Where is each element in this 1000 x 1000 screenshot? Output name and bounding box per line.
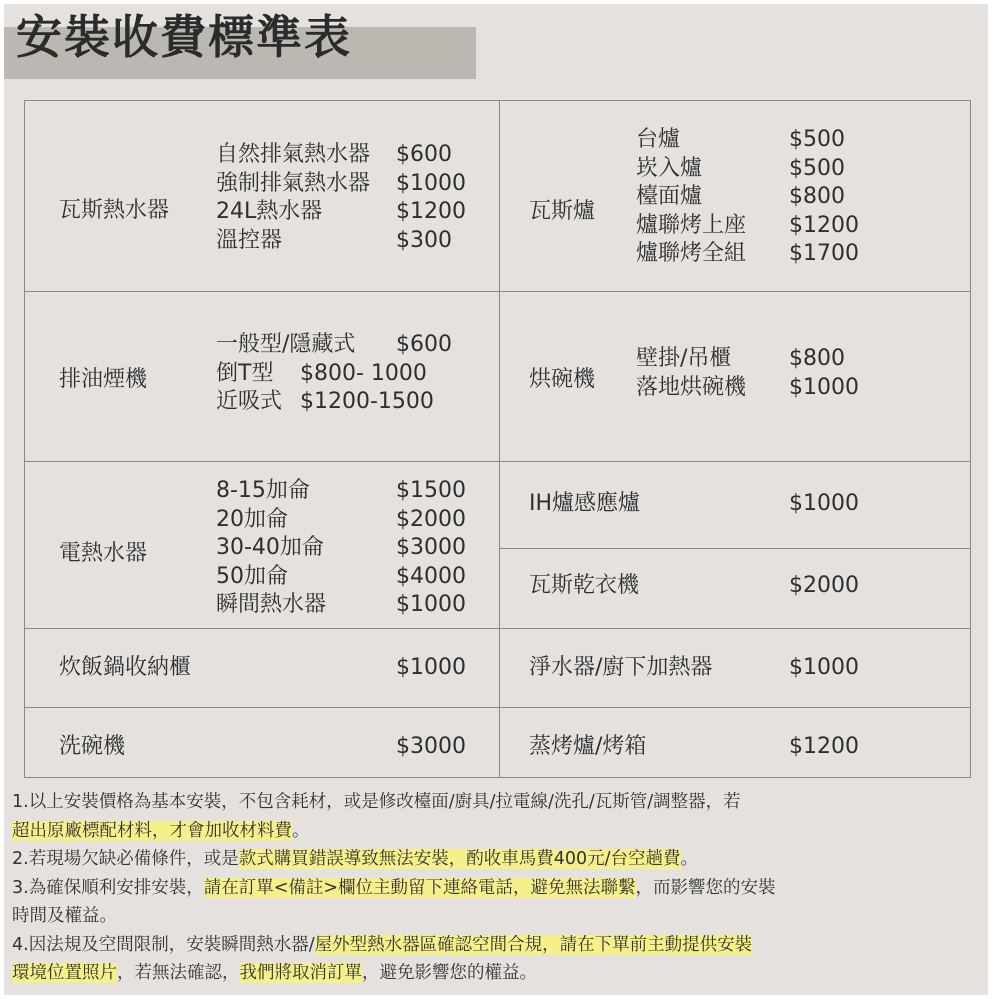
category-dishwasher: 洗碗機 [59, 734, 126, 759]
item-name: 自然排氣熱水器 [216, 142, 371, 167]
note-1-cont [12, 817, 992, 846]
gas-dryer-price: $2000 [789, 573, 859, 598]
note-highlight: 請在訂單<備註>欄位主動留下連絡電話，避免無法聯繫 [203, 877, 636, 898]
table-divider [24, 628, 971, 629]
item-name: 落地烘碗機 [636, 374, 747, 400]
table-divider [499, 548, 971, 549]
item-price: $2000 [396, 506, 466, 532]
item-name: 溫控器 [216, 227, 283, 253]
notes-section [12, 788, 992, 988]
table-divider [24, 461, 971, 462]
note-text: 1.以上安裝價格為基本安裝，不包含耗材，或是修改檯面/廚具/拉電線/洗孔/瓦斯管/調整器，若 [12, 792, 741, 812]
item-price: $1500 [396, 478, 466, 503]
item-name: 8-15加侖 [216, 478, 310, 503]
gas-stove-prices [789, 126, 859, 269]
item-price: $500 [789, 127, 845, 152]
note-highlight: 款式購買錯誤導致無法安裝，酌收車馬費400元/台空趟費 [238, 849, 681, 869]
item-name: 瞬間熱水器 [216, 592, 327, 617]
steam-oven-price: $1200 [789, 734, 859, 759]
item-name: 崁入爐 [636, 155, 703, 181]
category-electric-water-heater: 電熱水器 [59, 541, 148, 566]
category-ih-stove: IH爐感應爐 [529, 491, 641, 516]
range-hood-price-0 [396, 331, 452, 360]
category-rice-cabinet: 炊飯鍋收納櫃 [59, 655, 192, 680]
item-name: 50加侖 [216, 563, 288, 589]
dishwasher-price: $3000 [396, 734, 466, 759]
item-price: $600 [396, 332, 452, 357]
electric-water-heater-names [216, 477, 326, 620]
note-1 [12, 788, 992, 817]
item-name: 一般型/隱藏式 [216, 332, 356, 357]
item-price: $300 [396, 227, 452, 253]
note-3 [12, 874, 992, 903]
note-3-cont [12, 902, 992, 931]
note-text: 4.因法規及空間限制，安裝瞬間熱水器/ [12, 934, 315, 955]
table-divider-vertical [499, 100, 500, 778]
category-gas-water-heater: 瓦斯熱水器 [59, 198, 170, 223]
item-price: $500 [789, 155, 845, 181]
gas-stove-names [636, 126, 746, 269]
ih-stove-price: $1000 [789, 491, 859, 516]
note-text: ，而影響您的安裝 [635, 877, 776, 898]
note-text: 時間及權益。 [12, 906, 117, 926]
item-price: $1200 [396, 199, 466, 224]
item-price: $800 [789, 184, 845, 209]
note-2 [12, 845, 992, 874]
item-price: $1000 [396, 170, 466, 196]
water-purifier-price: $1000 [789, 655, 859, 680]
note-highlight: 我們將取消訂單 [239, 963, 362, 983]
rice-cabinet-price: $1000 [396, 655, 466, 680]
note-4-cont [12, 959, 992, 988]
item-price: $1000 [789, 374, 859, 400]
item-price: $1000 [396, 592, 466, 617]
category-water-purifier: 淨水器/廚下加熱器 [529, 655, 713, 680]
note-text: 3.為確保順利安排安裝， [12, 877, 204, 898]
note-highlight: 超出原廠標配材料，才會加收材料費 [12, 820, 292, 841]
category-steam-oven: 蒸烤爐/烤箱 [529, 734, 647, 759]
item-price: $1200 [789, 212, 859, 238]
item-name: 壁掛/吊櫃 [636, 346, 732, 371]
item-name: 爐聯烤上座 [636, 212, 747, 238]
item-name: 30-40加侖 [216, 535, 324, 560]
item-price: $1700 [789, 241, 859, 266]
electric-water-heater-prices [396, 477, 466, 620]
dish-dryer-prices [789, 345, 859, 402]
note-highlight: 屋外型熱水器區確認空間合規，請在下單前主動提供安裝 [314, 934, 753, 955]
category-range-hood: 排油煙機 [59, 367, 148, 392]
item-name: 倒T型 [216, 360, 274, 386]
note-4 [12, 931, 992, 960]
range-hood-prices-1-2 [300, 360, 434, 417]
item-name: 強制排氣熱水器 [216, 170, 371, 196]
item-price: $3000 [396, 535, 466, 560]
category-dish-dryer: 烘碗機 [529, 367, 596, 392]
item-name: 台爐 [636, 127, 681, 152]
category-gas-stove: 瓦斯爐 [529, 199, 596, 224]
table-divider [24, 707, 971, 708]
gas-water-heater-prices [396, 141, 466, 255]
item-name: 20加侖 [216, 506, 288, 532]
dish-dryer-names [636, 345, 746, 402]
note-text: 。 [680, 849, 698, 869]
item-price: $600 [396, 142, 452, 167]
page-title: 安裝收費標準表 [16, 10, 352, 64]
gas-water-heater-names [216, 141, 370, 255]
item-price: $800 [789, 346, 845, 371]
item-price: $1200-1500 [300, 389, 434, 414]
table-divider [24, 291, 971, 292]
item-name: 近吸式 [216, 389, 283, 414]
category-gas-dryer: 瓦斯乾衣機 [529, 573, 640, 598]
item-name: 24L熱水器 [216, 199, 323, 224]
item-name: 爐聯烤全組 [636, 241, 747, 266]
item-name: 檯面爐 [636, 184, 703, 209]
note-text: 。 [292, 820, 310, 841]
note-text: ，避免影響您的權益。 [362, 963, 537, 983]
item-price: $800- 1000 [300, 360, 427, 386]
note-text: 2.若現場欠缺必備條件，或是 [12, 849, 239, 869]
note-highlight: 環境位置照片 [12, 963, 117, 983]
note-text: ，若無法確認， [117, 963, 240, 983]
item-price: $4000 [396, 563, 466, 589]
